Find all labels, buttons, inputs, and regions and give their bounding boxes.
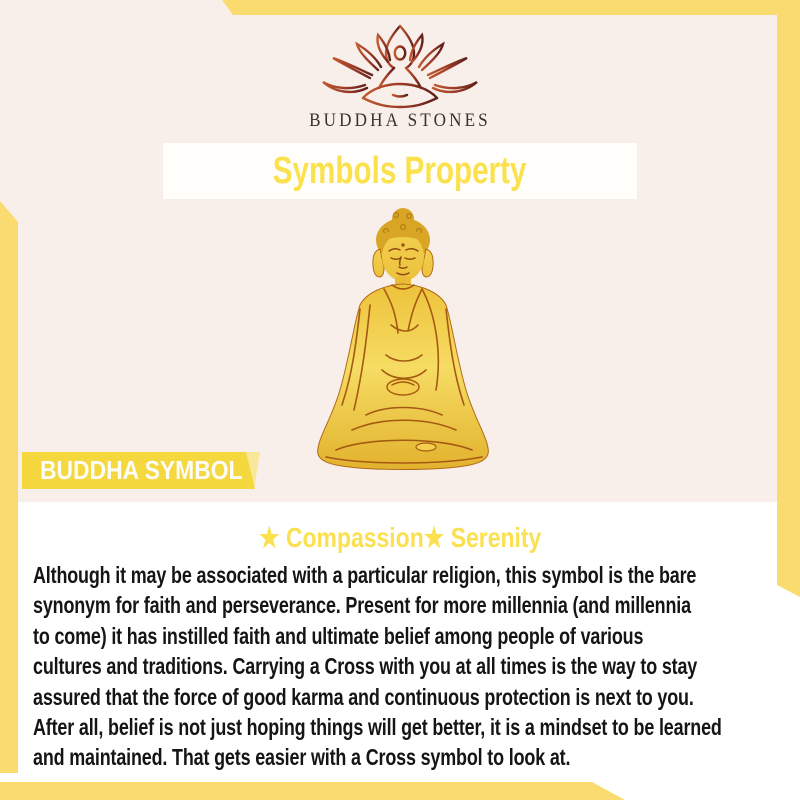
category-ribbon: [22, 452, 260, 489]
paragraph-line: Although it may be associated with a particular religion, this symbol is the bare: [33, 562, 697, 588]
paragraph-line: cultures and traditions. Carrying a Cross with you at all times is the way to stay: [33, 653, 698, 680]
brand-name-text: BUDDHA STONES: [309, 110, 491, 131]
top-yellow-ribbon-accent: [222, 0, 800, 15]
golden-buddha-statue-illustration: [296, 205, 511, 477]
page-title: Symbols Property: [273, 149, 527, 192]
lotus-meditation-logo-icon: [315, 22, 485, 117]
paragraph-line: assured that the force of good karma and continuous protection is next to you.: [33, 683, 694, 710]
paragraph-line: After all, belief is not just hoping things will get better, it is a mindset to be learned: [33, 714, 722, 741]
left-yellow-ribbon-accent: [0, 201, 18, 773]
right-yellow-ribbon-accent: [777, 0, 800, 597]
brand-name: [0, 110, 800, 132]
bottom-yellow-ribbon-accent: [0, 782, 625, 800]
symbol-properties-text: ★ Compassion★ Serenity: [258, 522, 542, 553]
symbol-properties-line: [0, 521, 800, 554]
paragraph-line: to come) it has instilled faith and ultimate belief among people of various: [33, 622, 644, 649]
paragraph-line: and maintained. That gets easier with a Cross symbol to look at.: [33, 744, 571, 771]
description-paragraph: [33, 560, 793, 773]
category-label: BUDDHA SYMBOL: [40, 455, 243, 485]
paragraph-line: synonym for faith and perseverance. Present for more millennia (and millennia: [33, 592, 691, 619]
title-banner: [163, 143, 637, 199]
